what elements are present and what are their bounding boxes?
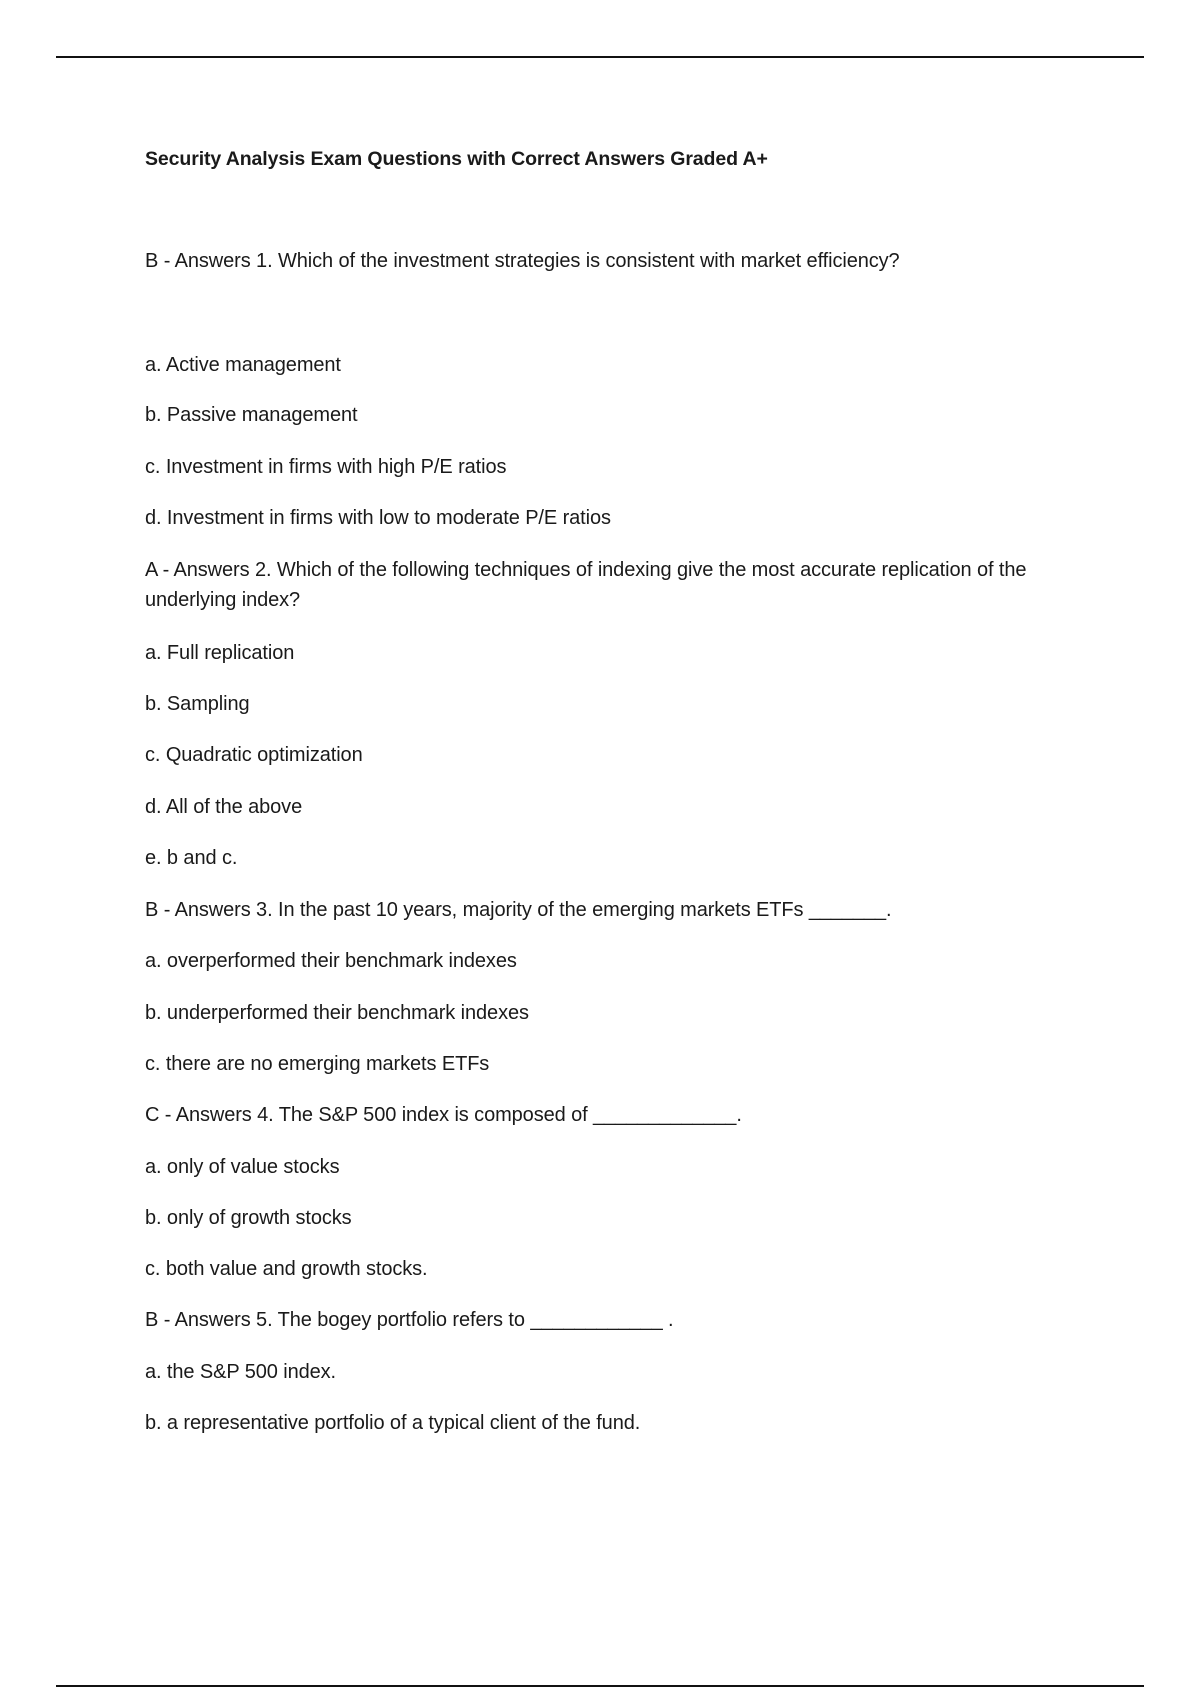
question-1-stem: B - Answers 1. Which of the investment strategies is consistent with market efficiency? bbox=[145, 250, 900, 272]
question-2-stem: A - Answers 2. Which of the following techniques of indexing give the most accurate replication of the underlying index? bbox=[145, 559, 1027, 611]
question-1-option-b: b. Passive management bbox=[145, 404, 358, 426]
document-title: Security Analysis Exam Questions with Correct Answers Graded A+ bbox=[145, 148, 768, 170]
question-4-option-a: a. only of value stocks bbox=[145, 1156, 340, 1178]
question-5-stem: B - Answers 5. The bogey portfolio refers to ____________ . bbox=[145, 1309, 674, 1331]
bottom-rule bbox=[56, 1685, 1144, 1687]
question-4-option-c: c. both value and growth stocks. bbox=[145, 1258, 428, 1280]
question-2-option-b: b. Sampling bbox=[145, 693, 250, 715]
question-5-option-a: a. the S&P 500 index. bbox=[145, 1361, 337, 1383]
question-4-option-b: b. only of growth stocks bbox=[145, 1207, 352, 1229]
question-3-option-b: b. underperformed their benchmark indexes bbox=[145, 1002, 529, 1024]
question-3-stem: B - Answers 3. In the past 10 years, majority of the emerging markets ETFs _______. bbox=[145, 899, 892, 921]
question-1-option-a: a. Active management bbox=[145, 354, 341, 376]
question-2-option-d: d. All of the above bbox=[145, 796, 303, 818]
question-2-option-c: c. Quadratic optimization bbox=[145, 744, 363, 766]
question-3-option-a: a. overperformed their benchmark indexes bbox=[145, 950, 517, 972]
question-3-option-c: c. there are no emerging markets ETFs bbox=[145, 1053, 490, 1075]
question-1-option-d: d. Investment in firms with low to moderate P/E ratios bbox=[145, 507, 611, 529]
question-2-option-a: a. Full replication bbox=[145, 642, 295, 664]
question-5-option-b: b. a representative portfolio of a typical client of the fund. bbox=[145, 1412, 641, 1434]
question-1-option-c: c. Investment in firms with high P/E ratios bbox=[145, 456, 507, 478]
question-4-stem: C - Answers 4. The S&P 500 index is composed of _____________. bbox=[145, 1104, 742, 1126]
question-2-option-e: e. b and c. bbox=[145, 847, 238, 869]
top-rule bbox=[56, 56, 1144, 58]
